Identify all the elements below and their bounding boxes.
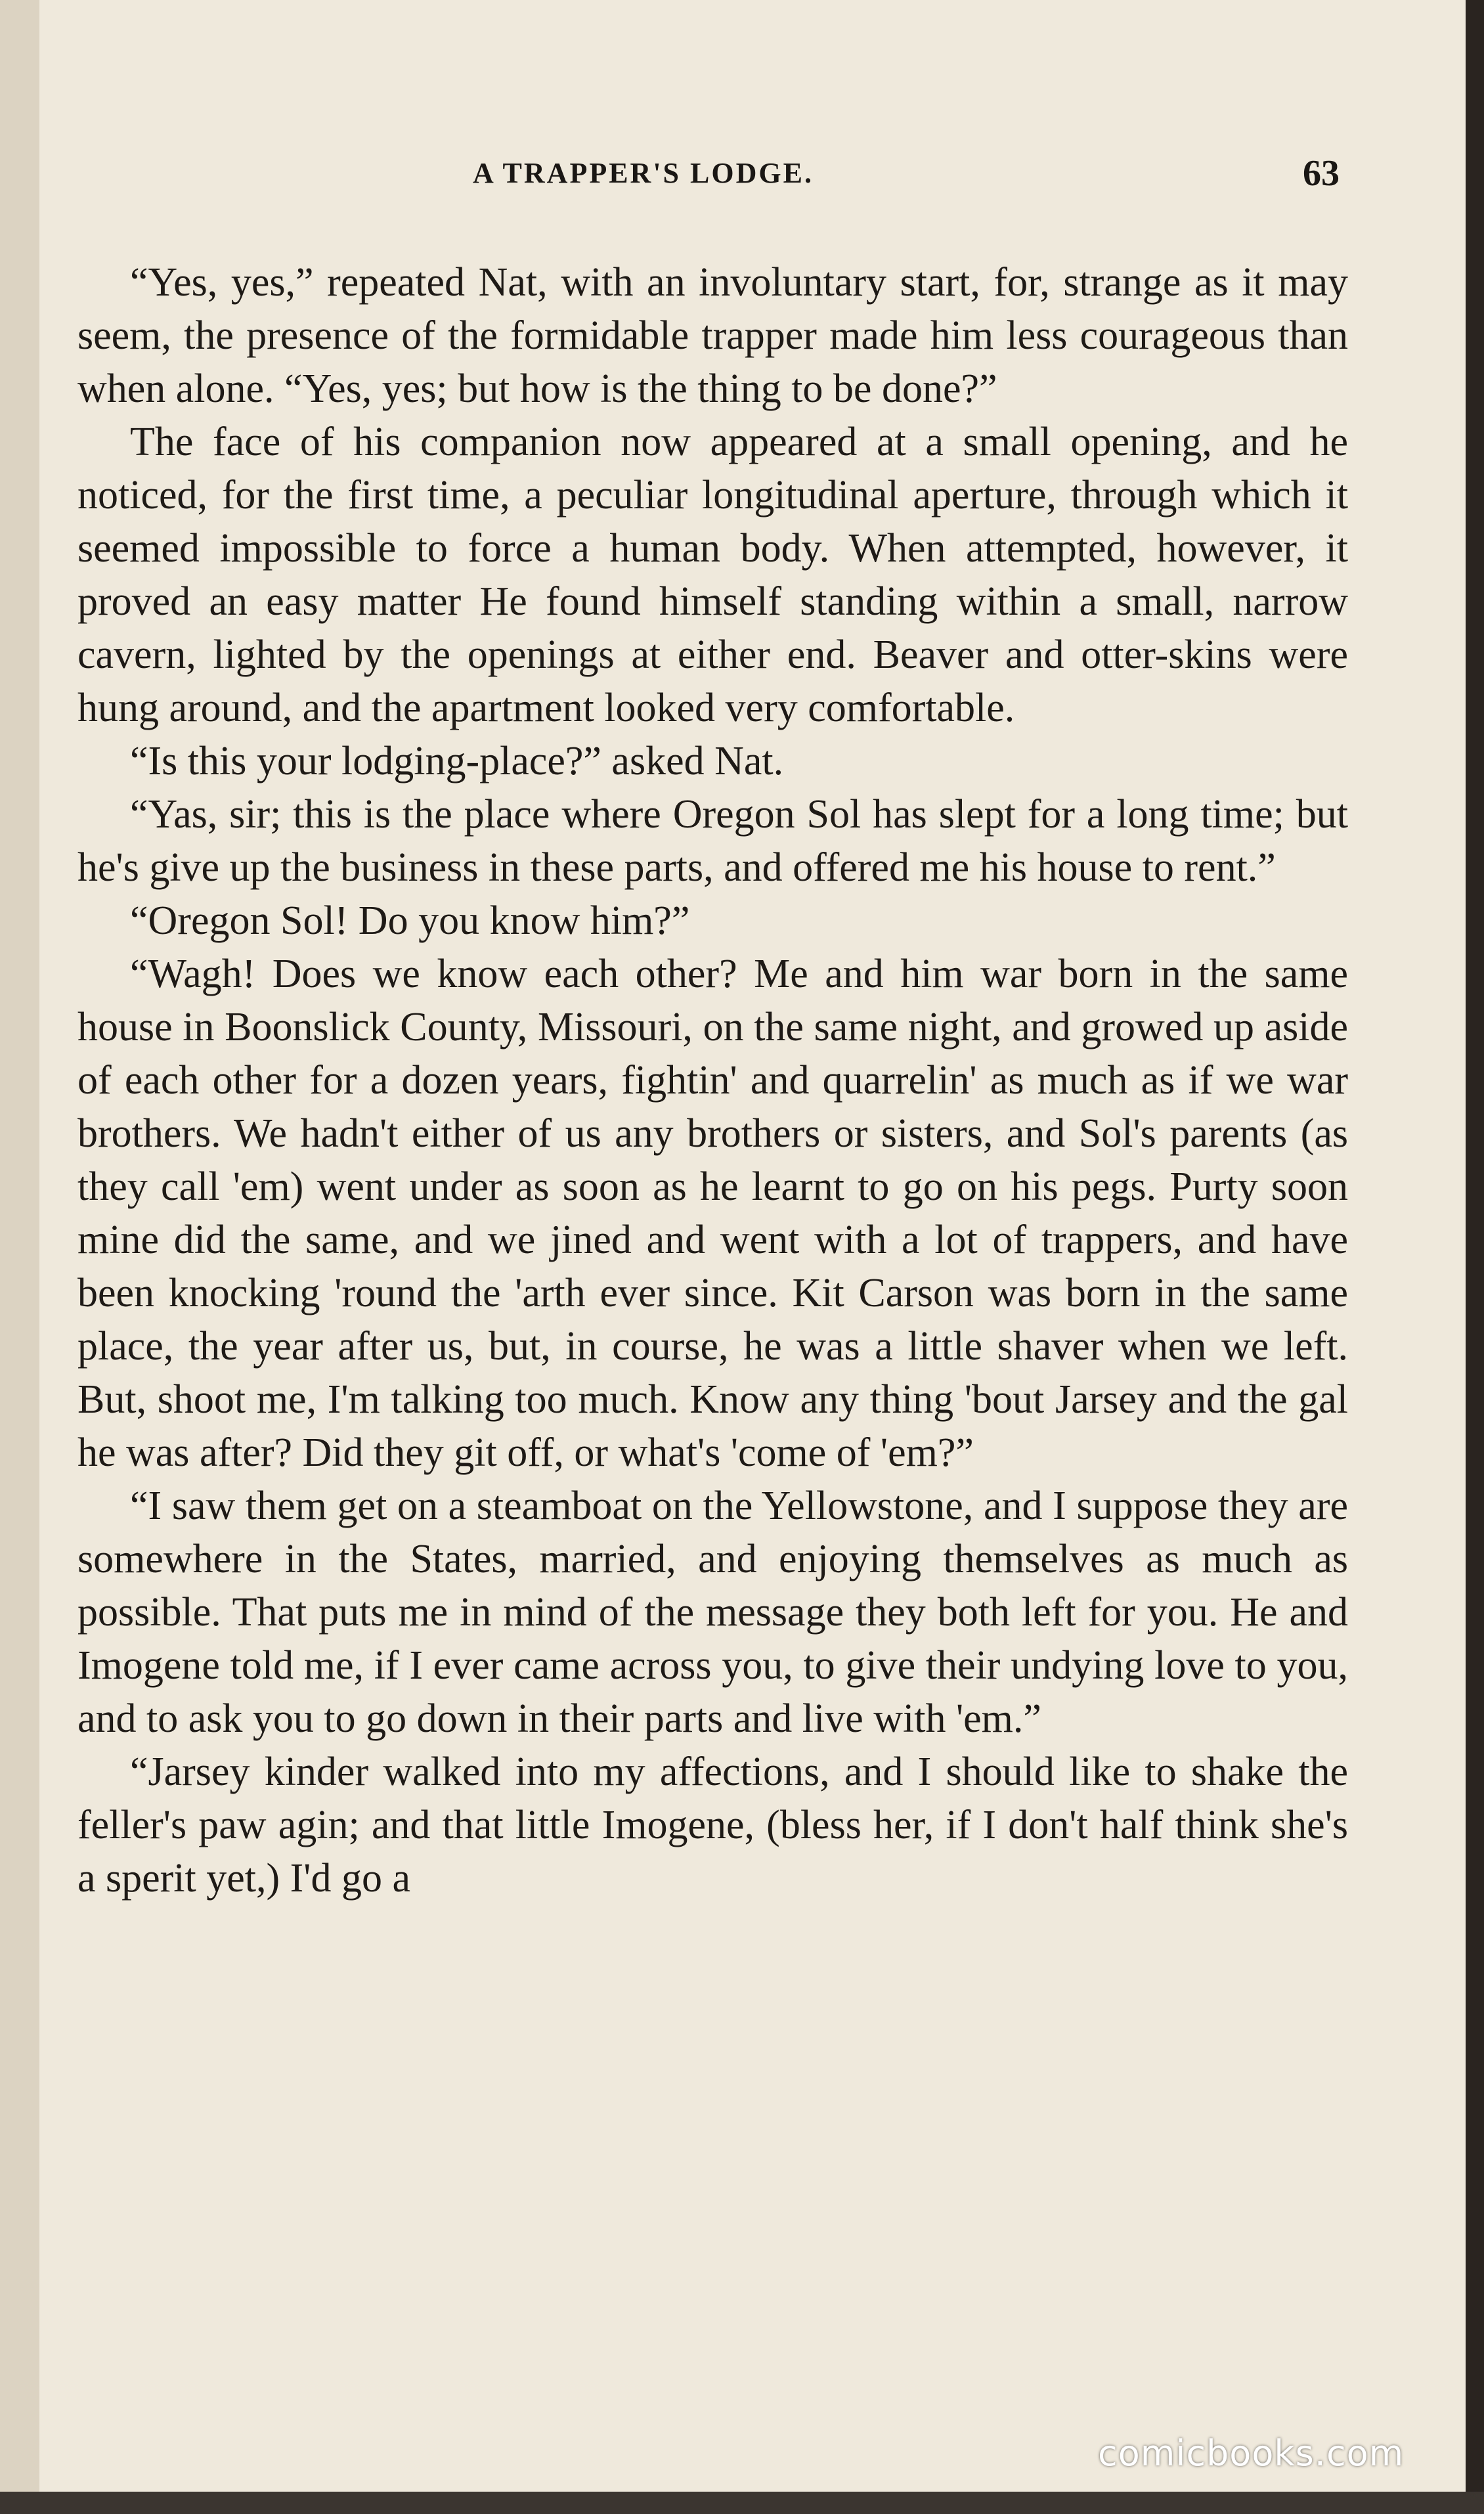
paragraph: “Oregon Sol! Do you know him?”	[130, 898, 690, 943]
running-title: A TRAPPER'S LODGE.	[473, 157, 814, 189]
page-edge	[1466, 0, 1484, 2514]
page-number: 63	[1303, 153, 1340, 194]
page-bottom-edge	[0, 2492, 1484, 2514]
paragraph: “Wagh! Does we know each other? Me and him war born in the same house in Boonslick County, Missouri, on the same night, and growed up aside of each other for a dozen years, fightin' and quarrelin' as much as if we war brothers. We hadn't either of us any brothers or sisters, and Sol's parents (as they call 'em) went under as soon as he learnt to go on his pegs. Purty soon mine did the same, and we jined and went with a lot of trappers, and have been knocking 'round the 'arth ever since. Kit Carson was born in the same place, the year after us, but, in course, he was a little shaver when we left. But, shoot me, I'm talking too much. Know any thing 'bout Jarsey and the gal he was after? Did they git off, or what's 'come of 'em?”	[77, 952, 1348, 1475]
paragraph: “I saw them get on a steamboat on the Yellowstone, and I suppose they are somewhere in the States, married, and enjoying themselves as much as possible. That puts me in mind of the message they both left for you. He and Imogene told me, if I ever came across you, to give their undying love to you, and to ask you to go down in their parts and live with 'em.”	[77, 1484, 1348, 1741]
paragraph: The face of his companion now appeared at a small opening, and he noticed, for the first time, a peculiar longitudinal aperture, through which it seemed impossible to force a human body. When attempted, however, it proved an easy matter He found himself standing within a small, narrow cavern, lighted by the openings at either end. Beaver and otter-skins were hung around, and the apartment looked very comfortable.	[77, 420, 1348, 730]
body-text	[77, 256, 1348, 1905]
watermark: comicbooks.com	[1098, 2433, 1405, 2474]
paragraph: “Is this your lodging-place?” asked Nat.	[130, 739, 784, 783]
paragraph: “Jarsey kinder walked into my affections, and I should like to shake the feller's paw agin; and that little Imogene, (bless her, if I don't half think she's a sperit yet,) I'd go a	[77, 1750, 1348, 1901]
paragraph: “Yes, yes,” repeated Nat, with an involuntary start, for, strange as it may seem, the presence of the formidable trapper made him less courageous than when alone. “Yes, yes; but how is the thing to be done?”	[77, 260, 1348, 411]
page-gutter	[0, 0, 39, 2514]
paragraph: “Yas, sir; this is the place where Oregon Sol has slept for a long time; but he's give up the business in these parts, and offered me his house to rent.”	[77, 792, 1348, 890]
